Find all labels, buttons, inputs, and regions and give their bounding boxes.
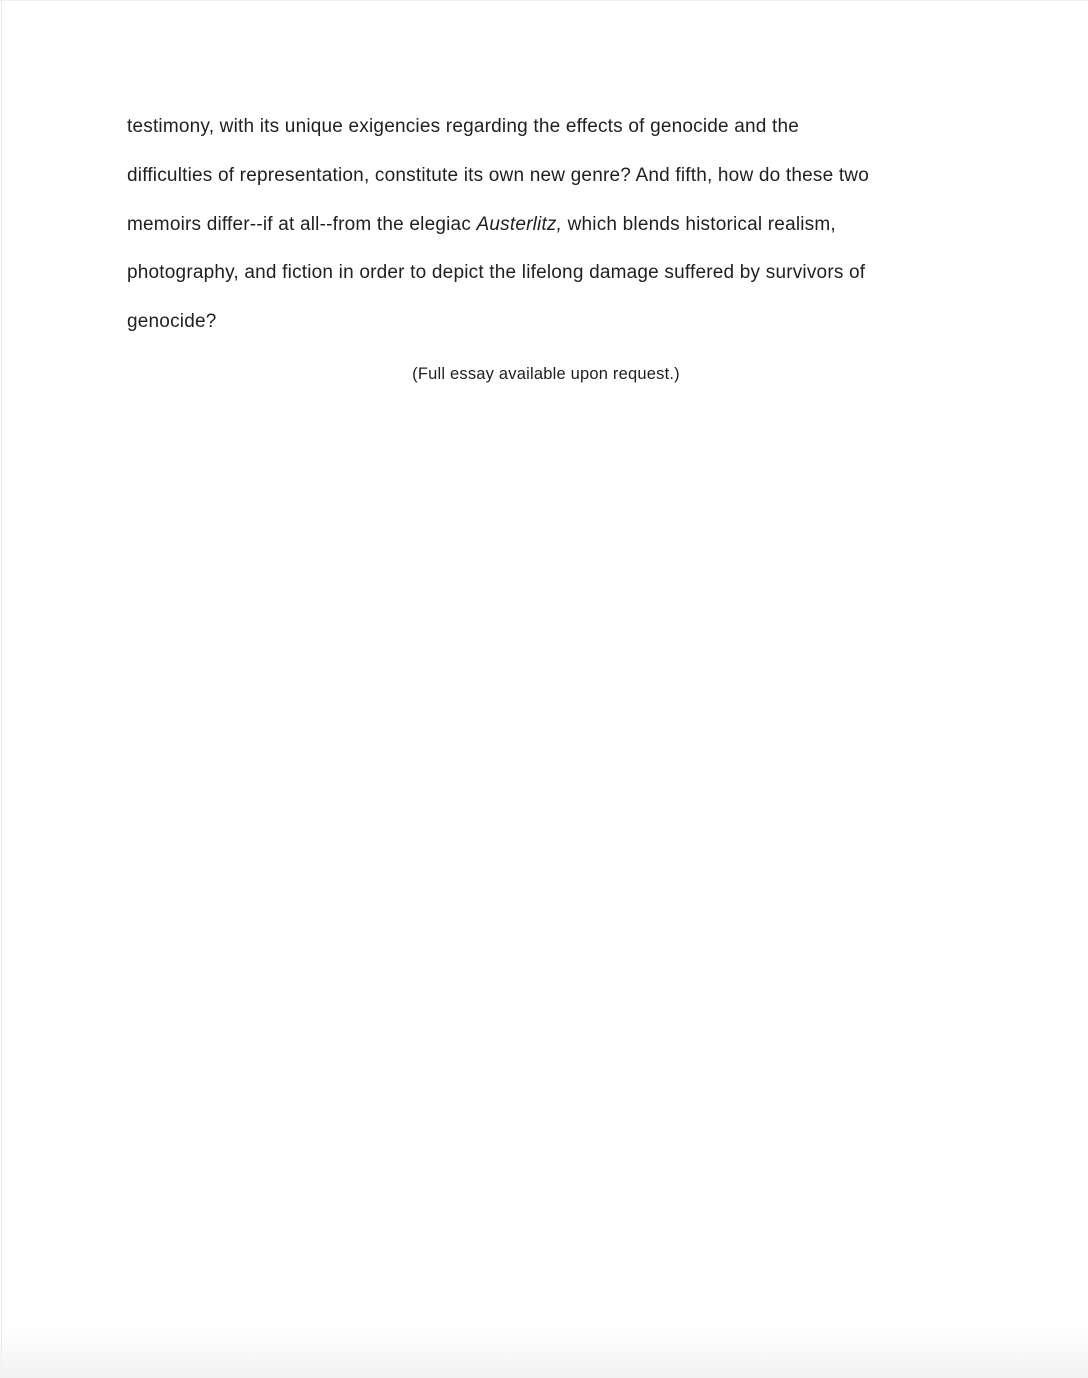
paragraph-line: testimony, with its unique exigencies regarding the effects of genocide and the — [127, 116, 800, 137]
page-bottom-fade — [0, 1326, 1088, 1378]
paragraph-line — [127, 201, 965, 250]
paragraph-line: genocide? — [127, 311, 217, 332]
book-title-austerlitz: Austerlitz, — [476, 213, 563, 235]
paragraph-text-segment: which blends historical realism, — [562, 213, 836, 235]
paragraph-line: photography, and fiction in order to depict the lifelong damage suffered by survivors of — [127, 262, 866, 284]
availability-note: (Full essay available upon request.) — [412, 364, 680, 383]
page-left-edge — [1, 0, 2, 1378]
paragraph-line: difficulties of representation, constitute its own new genre? And fifth, how do these two — [127, 164, 869, 186]
essay-paragraph — [127, 103, 965, 347]
paragraph-text-segment: memoirs differ--if at all--from the elegiac — [127, 213, 477, 235]
essay-body — [127, 103, 965, 388]
page-top-edge — [0, 0, 1088, 1]
